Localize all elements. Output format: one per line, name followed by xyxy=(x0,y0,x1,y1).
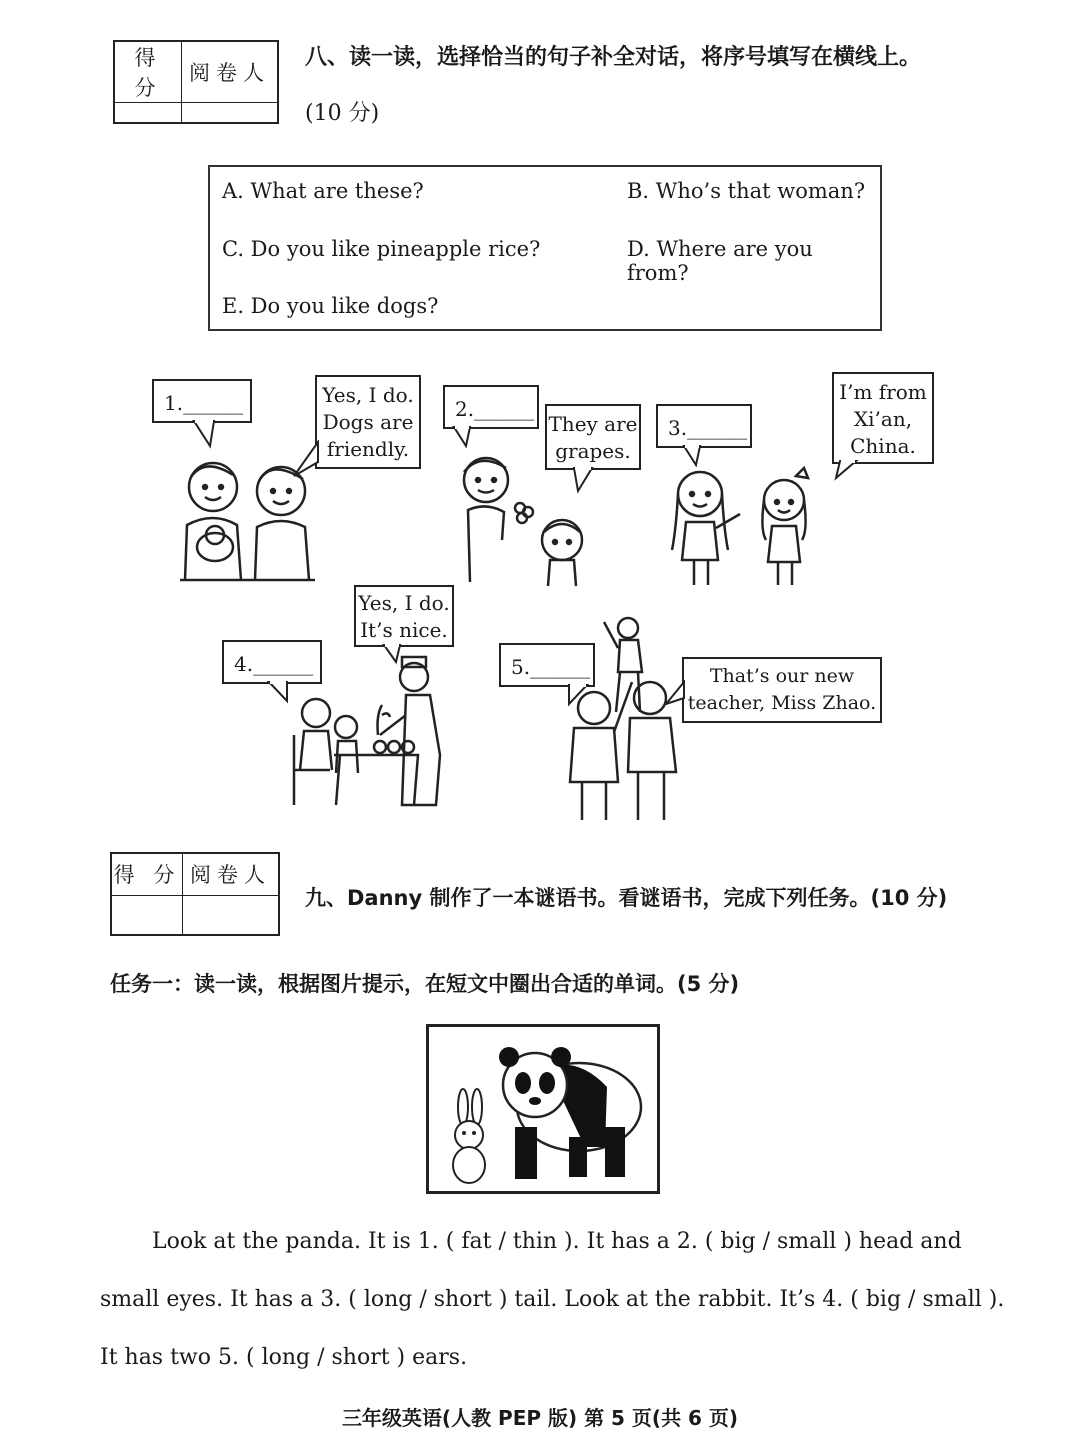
bubble-tail-3b xyxy=(834,460,864,482)
grader-header: 阅卷人 xyxy=(183,853,280,895)
section8-points: (10 分) xyxy=(305,101,380,126)
answer-blank-2[interactable]: 2.______ xyxy=(443,385,539,429)
option-d: D. Where are you from? xyxy=(627,237,813,285)
answer-blank-4[interactable]: 4.______ xyxy=(222,640,322,684)
speech-bubble-4: Yes, I do. It’s nice. xyxy=(354,585,454,647)
students-and-teacher-illustration xyxy=(560,612,690,824)
score-cell[interactable] xyxy=(111,895,183,935)
restaurant-waiter-illustration xyxy=(290,655,470,815)
panda-rabbit-illustration xyxy=(429,1027,657,1191)
section8-title: 八、读一读，选择恰当的句子补全对话，将序号填写在横线上。 xyxy=(305,45,922,70)
option-a: A. What are these? xyxy=(222,179,424,203)
speech-bubble-3: I’m from Xi’an, China. xyxy=(832,372,934,464)
bubble-tail-2 xyxy=(450,426,480,448)
section9-title: 九、Danny 制作了一本谜语书。看谜语书，完成下列任务。(10 分) xyxy=(305,886,948,910)
page-footer: 三年级英语(人教 PEP 版) 第 5 页(共 6 页) xyxy=(341,1406,739,1430)
score-cell[interactable] xyxy=(114,103,182,124)
speech-bubble-1: Yes, I do. Dogs are friendly. xyxy=(315,375,421,469)
option-b: B. Who’s that woman? xyxy=(627,179,866,203)
passage-line-3: It has two 5. ( long / short ) ears. xyxy=(100,1345,468,1370)
speech-bubble-5: That’s our new teacher, Miss Zhao. xyxy=(682,657,882,723)
option-e: E. Do you like dogs? xyxy=(222,294,439,318)
score-table-8 xyxy=(113,40,279,124)
grader-cell[interactable] xyxy=(182,103,279,124)
option-c: C. Do you like pineapple rice? xyxy=(222,237,541,261)
task1-instruction: 任务一：读一读，根据图片提示，在短文中圈出合适的单词。(5 分) xyxy=(110,972,740,996)
grader-cell[interactable] xyxy=(183,895,280,935)
grader-header: 阅卷人 xyxy=(182,41,279,103)
score-table-9 xyxy=(110,852,280,936)
score-header: 得 分 xyxy=(114,41,182,103)
score-header: 得 分 xyxy=(111,853,183,895)
bubble-tail-1 xyxy=(190,420,220,450)
options-box xyxy=(208,165,882,331)
speech-bubble-2: They are grapes. xyxy=(545,404,641,470)
boy-with-grapes-illustration xyxy=(450,450,590,590)
answer-blank-1[interactable]: 1.______ xyxy=(152,379,252,423)
passage-line-2: small eyes. It has a 3. ( long / short ) tail. Look at the rabbit. It’s 4. ( big / small ). xyxy=(100,1287,1005,1312)
answer-blank-5[interactable]: 5.______ xyxy=(499,643,595,687)
answer-blank-3[interactable]: 3.______ xyxy=(656,404,752,448)
two-boys-with-dog-illustration xyxy=(175,455,325,585)
two-girls-illustration xyxy=(660,460,830,590)
panda-rabbit-picture xyxy=(426,1024,660,1194)
passage-line-1: Look at the panda. It is 1. ( fat / thin ). It has a 2. ( big / small ) head and xyxy=(152,1229,962,1254)
